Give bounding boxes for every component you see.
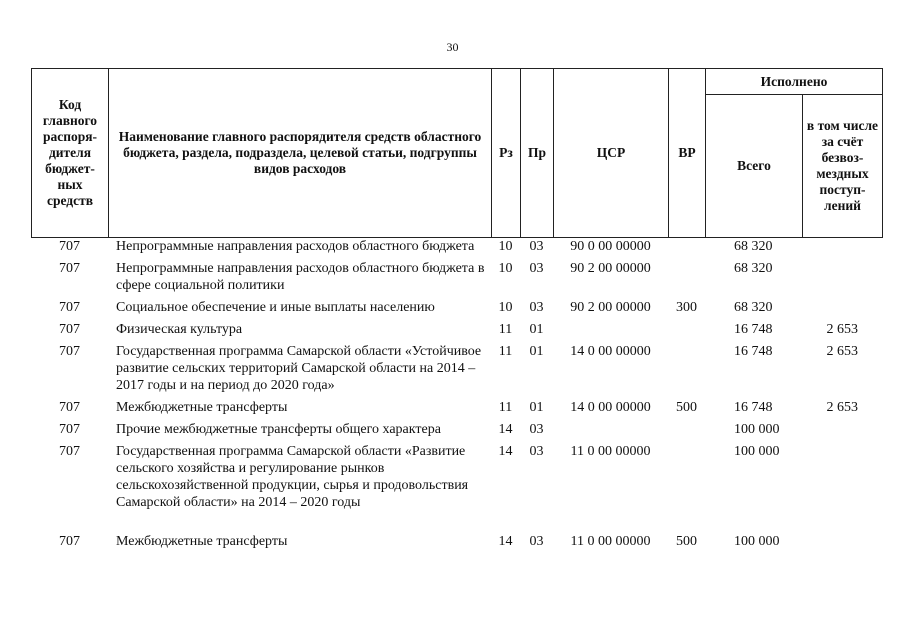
cell-csr: 14 0 00 00000 bbox=[570, 344, 651, 359]
cell-name: Межбюджетные трансферты bbox=[116, 400, 288, 415]
cell-name: Государственная программа Самарской области «Устойчивое развитие сельских территорий Самарской области на 2014 – 2017 годы и на период до 2020 года» bbox=[116, 344, 482, 393]
cell-free bbox=[802, 238, 882, 260]
table-row bbox=[31, 321, 882, 343]
table-header bbox=[31, 68, 883, 238]
cell-vr bbox=[668, 443, 705, 533]
cell-free bbox=[802, 533, 882, 555]
budget-table bbox=[31, 68, 882, 555]
cell-code: 707 bbox=[59, 344, 80, 359]
cell-csr: 11 0 00 00000 bbox=[570, 444, 651, 459]
header-total: Всего bbox=[706, 95, 803, 238]
table-row bbox=[31, 399, 882, 421]
cell-name: Прочие межбюджетные трансферты общего характера bbox=[116, 422, 441, 437]
cell-pr: 03 bbox=[529, 261, 544, 276]
cell-code: 707 bbox=[59, 444, 80, 459]
cell-pr: 03 bbox=[529, 444, 544, 459]
cell-vr bbox=[668, 343, 705, 399]
header-executed: Исполнено bbox=[706, 69, 883, 95]
cell-rz: 14 bbox=[498, 444, 513, 459]
cell-code: 707 bbox=[59, 400, 80, 415]
cell-name: Межбюджетные трансферты bbox=[116, 534, 288, 549]
cell-free bbox=[802, 421, 882, 443]
cell-code: 707 bbox=[59, 422, 80, 437]
cell-rz: 10 bbox=[498, 300, 513, 315]
cell-code: 707 bbox=[59, 239, 80, 254]
cell-free: 2 653 bbox=[826, 344, 858, 359]
cell-name: Непрограммные направления расходов областного бюджета bbox=[116, 239, 475, 254]
header-vr: ВР bbox=[669, 69, 706, 238]
cell-rz: 14 bbox=[498, 534, 513, 549]
cell-name: Социальное обеспечение и иные выплаты населению bbox=[116, 300, 435, 315]
table-row bbox=[31, 260, 882, 299]
cell-vr bbox=[668, 321, 705, 343]
cell-pr: 03 bbox=[529, 422, 544, 437]
cell-name: Физическая культура bbox=[116, 322, 243, 337]
cell-pr: 03 bbox=[529, 534, 544, 549]
cell-rz: 11 bbox=[498, 400, 513, 415]
cell-free bbox=[802, 260, 882, 299]
cell-csr bbox=[553, 421, 668, 443]
cell-total: 100 000 bbox=[734, 444, 780, 459]
cell-code: 707 bbox=[59, 322, 80, 337]
table-row bbox=[31, 299, 882, 321]
cell-csr bbox=[553, 321, 668, 343]
cell-code: 707 bbox=[59, 300, 80, 315]
cell-csr: 90 2 00 00000 bbox=[570, 300, 651, 315]
cell-free: 2 653 bbox=[826, 400, 858, 415]
cell-vr bbox=[668, 421, 705, 443]
table-row bbox=[31, 343, 882, 399]
cell-pr: 03 bbox=[529, 239, 544, 254]
table-row bbox=[31, 238, 882, 260]
cell-csr: 90 0 00 00000 bbox=[570, 239, 651, 254]
table-row bbox=[31, 443, 882, 533]
cell-total: 100 000 bbox=[734, 534, 780, 549]
cell-code: 707 bbox=[59, 261, 80, 276]
header-csr: ЦСР bbox=[554, 69, 669, 238]
table-row bbox=[31, 421, 882, 443]
header-pr: Пр bbox=[521, 69, 554, 238]
cell-free bbox=[802, 443, 882, 533]
cell-rz: 11 bbox=[498, 322, 513, 337]
cell-total: 16 748 bbox=[734, 344, 773, 359]
cell-csr: 11 0 00 00000 bbox=[570, 534, 651, 549]
table-body bbox=[31, 238, 882, 555]
cell-name: Непрограммные направления расходов областного бюджета в сфере социальной политики bbox=[116, 261, 485, 293]
cell-total: 16 748 bbox=[734, 400, 773, 415]
cell-total: 68 320 bbox=[734, 261, 773, 276]
header-name: Наименование главного распорядителя средств областного бюджета, раздела, подраздела, целевой статьи, подгруппы видов расходов bbox=[109, 69, 492, 238]
header-rz: Рз bbox=[492, 69, 521, 238]
cell-free bbox=[802, 299, 882, 321]
cell-pr: 01 bbox=[529, 322, 544, 337]
cell-name: Государственная программа Самарской области «Развитие сельского хозяйства и регулирование рынков сельскохозяйственной продукции, сырья и продовольствия Самарской области» на 2014 – 2020 годы bbox=[116, 444, 469, 510]
header-including-free: в том числе за счёт безвоз-мездных поступ-лений bbox=[803, 95, 883, 238]
cell-rz: 10 bbox=[498, 239, 513, 254]
cell-rz: 14 bbox=[498, 422, 513, 437]
cell-csr: 90 2 00 00000 bbox=[570, 261, 651, 276]
cell-pr: 01 bbox=[529, 344, 544, 359]
cell-vr: 500 bbox=[676, 400, 697, 415]
cell-rz: 10 bbox=[498, 261, 513, 276]
header-code: Код главного распоря-дителя бюджет-ных средств bbox=[32, 69, 109, 238]
cell-total: 100 000 bbox=[734, 422, 780, 437]
cell-rz: 11 bbox=[498, 344, 513, 359]
cell-vr bbox=[668, 238, 705, 260]
cell-vr bbox=[668, 260, 705, 299]
cell-total: 16 748 bbox=[734, 322, 773, 337]
cell-vr: 300 bbox=[676, 300, 697, 315]
cell-total: 68 320 bbox=[734, 300, 773, 315]
cell-vr: 500 bbox=[676, 534, 697, 549]
cell-code: 707 bbox=[59, 534, 80, 549]
table-row bbox=[31, 533, 882, 555]
cell-pr: 01 bbox=[529, 400, 544, 415]
cell-csr: 14 0 00 00000 bbox=[570, 400, 651, 415]
cell-free: 2 653 bbox=[826, 322, 858, 337]
page-number: 30 bbox=[446, 40, 459, 54]
cell-pr: 03 bbox=[529, 300, 544, 315]
cell-total: 68 320 bbox=[734, 239, 773, 254]
